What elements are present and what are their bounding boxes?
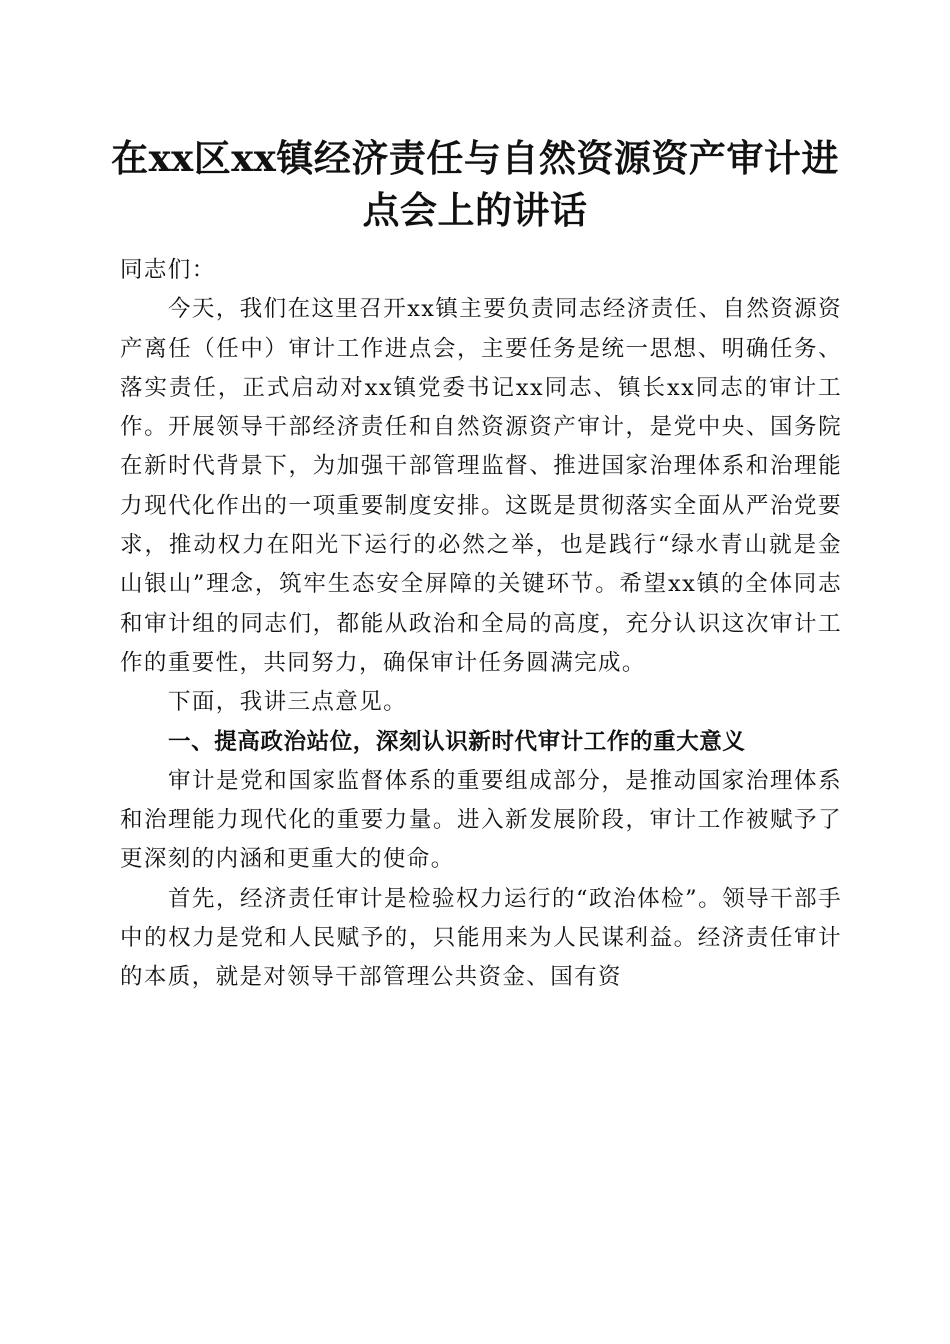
body-paragraph: 首先，经济责任审计是检验权力运行的“政治体检”。领导干部手中的权力是党和人民赋予的，只能用来为人民谋利益。经济责任审计的本质，就是对领导干部管理公共资金、国有资 (120, 885, 842, 991)
salutation: 同志们： (120, 257, 216, 283)
section-heading: 一、提高政治站位，深刻认识新时代审计工作的重大意义 (168, 728, 746, 755)
body-paragraph: 今天，我们在这里召开xx镇主要负责同志经济责任、自然资源资产离任（任中）审计工作进点会，主要任务是统一思想、明确任务、落实责任，正式启动对xx镇党委书记xx同志、镇长xx同志的审计工作。开展领导干部经济责任和自然资源资产审计，是党中央、国务院在新时代背景下，为加强干部管理监督、推进国家治理体系和治理能力现代化作出的一项重要制度安排。这既是贯彻落实全面从严治党要求，推动权力在阳光下运行的必然之举，也是践行“绿水青山就是金山银山”理念，筑牢生态安全屏障的关键环节。希望xx镇的全体同志和审计组的同志们，都能从政治和全局的高度，充分认识这次审计工作的重要性，共同努力，确保审计任务圆满完成。 (120, 296, 842, 676)
document-body (120, 251, 842, 998)
document-title (100, 132, 850, 236)
title-line-1: 在xx区xx镇经济责任与自然资源资产审计进 (111, 136, 839, 180)
body-paragraph: 审计是党和国家监督体系的重要组成部分，是推动国家治理体系和治理能力现代化的重要力量。进入新发展阶段，审计工作被赋予了更深刻的内涵和更重大的使命。 (120, 767, 842, 873)
body-paragraph: 下面，我讲三点意见。 (168, 689, 408, 716)
title-line-2: 点会上的讲话 (362, 188, 588, 232)
